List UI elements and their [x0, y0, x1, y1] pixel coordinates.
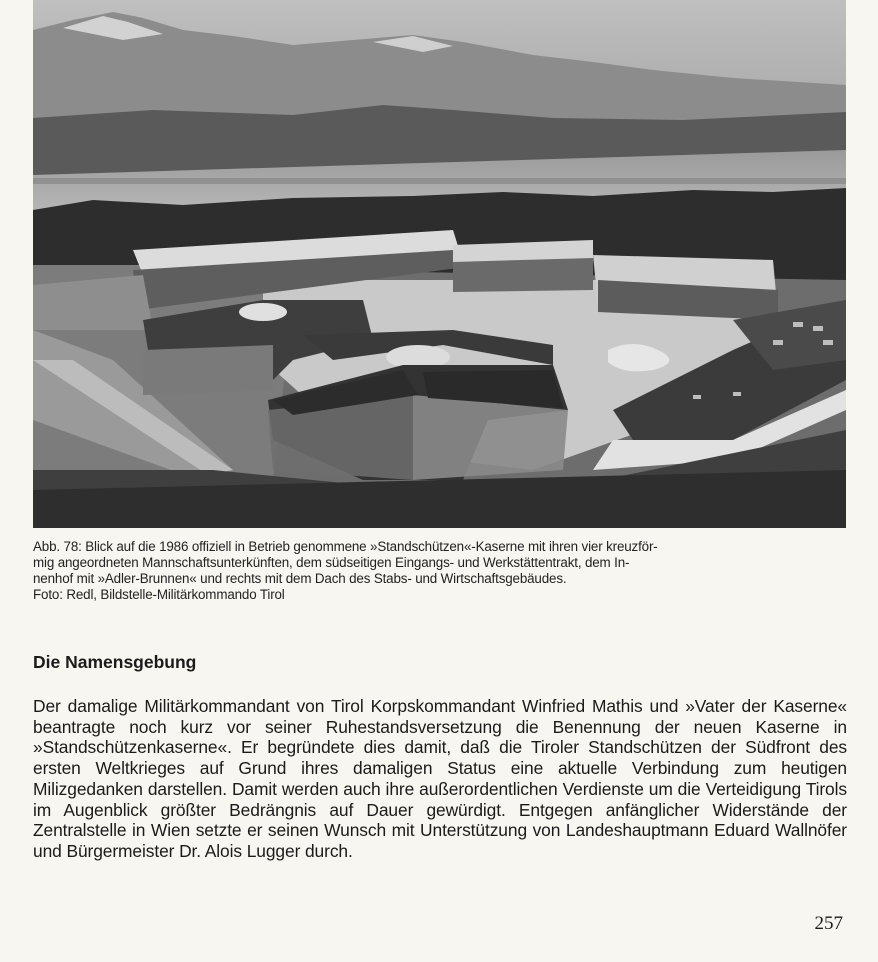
barracks-aerial-photo — [33, 0, 846, 528]
body-paragraph: Der damalige Militärkommandant von Tirol Korpskommandant Winfried Mathis und »Vater der Kaserne« beantragte noch kurz vor seiner Ruhestandsversetzung die Benennung der neuen Kaserne in »Standschützenkaserne«. Er begründete dies damit, daß die Tiroler Standschützen der Südfront des ersten Weltkrieges auf Grund ihres damaligen Status eine aktuelle Verbindung zum heutigen Milizgedanken darstellen. Damit werden auch ihre außerordentlichen Verdienste um die Verteidigung Tirols im Augenblick größter Bedrängnis auf Dauer gewürdigt. Entgegen anfänglicher Widerstände der Zentralstelle in Wien setzte er seinen Wunsch mit Unterstützung von Landeshauptmann Eduard Wallnöfer und Bürgermeister Dr. Alois Lugger durch. — [33, 696, 847, 861]
page-number: 257 — [814, 913, 843, 934]
section-heading: Die Namensgebung — [33, 652, 197, 672]
caption-line: nenhof mit »Adler-Brunnen« und rechts mit dem Dach des Stabs- und Wirtschaftsgebäudes. — [33, 571, 567, 586]
caption-line: mig angeordneten Mannschaftsunterkünften, dem südseitigen Eingangs- und Werkstättentrakt, dem In- — [33, 555, 630, 570]
photo-credit: Foto: Redl, Bildstelle-Militärkommando Tirol — [33, 587, 285, 602]
caption-line: Abb. 78: Blick auf die 1986 offiziell in Betrieb genommene »Standschützen«-Kaserne mit ihren vier kreuzför- — [33, 539, 658, 554]
aerial-photo-icon — [33, 0, 846, 528]
photo-caption — [33, 539, 853, 603]
